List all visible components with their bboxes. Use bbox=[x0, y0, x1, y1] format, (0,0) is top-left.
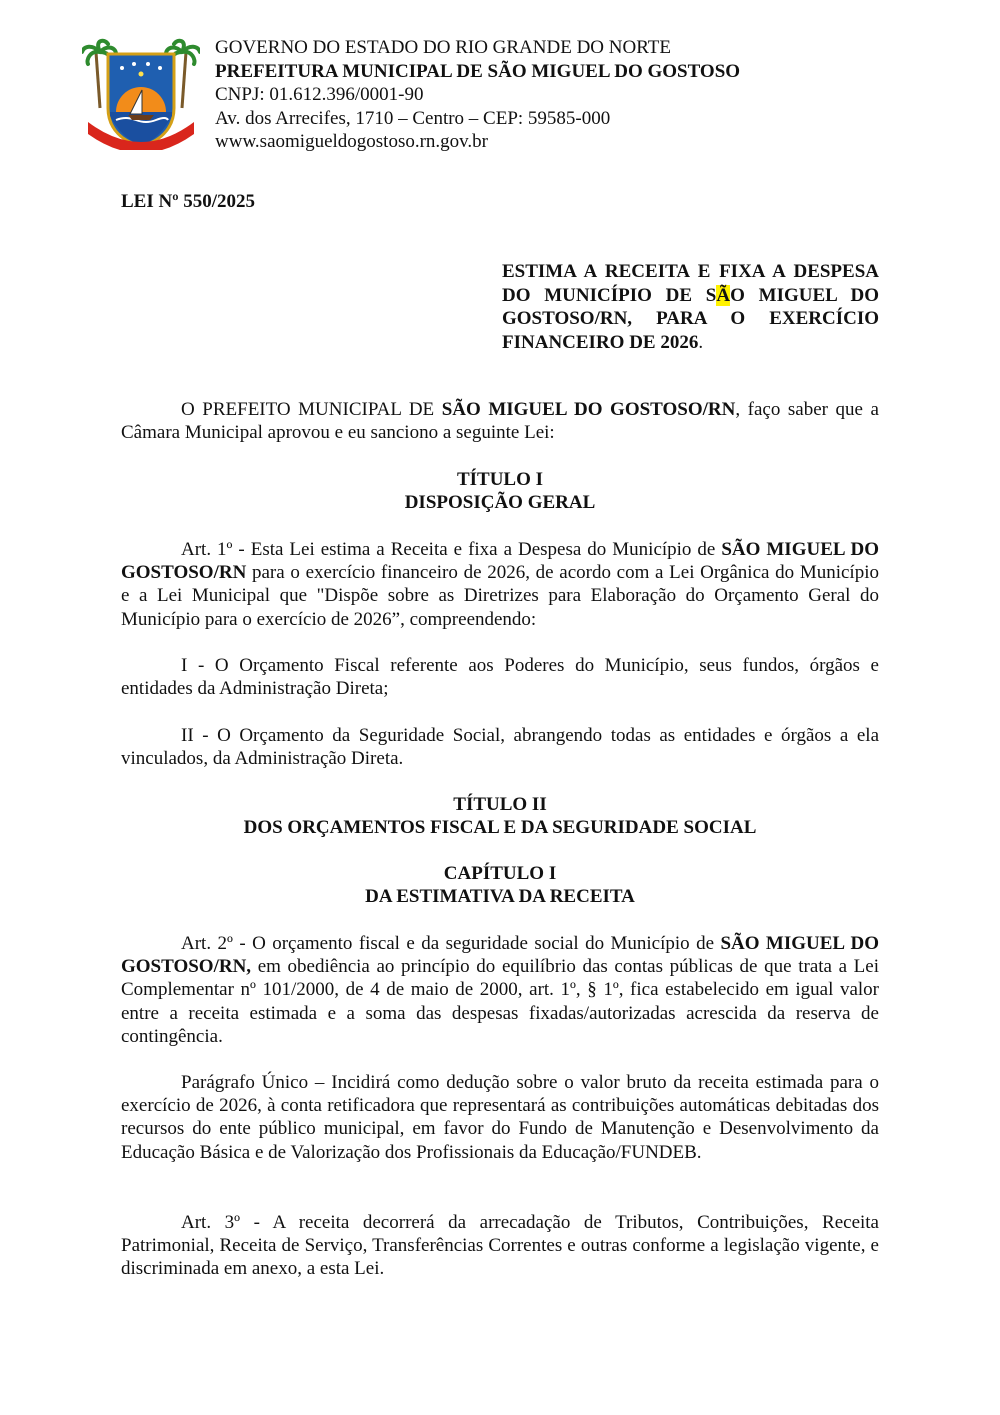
ementa-line-1: ESTIMA A RECEITA E FIXA A DESPESA bbox=[502, 261, 879, 282]
chapter-1-heading: CAPÍTULO I DA ESTIMATIVA DA RECEITA bbox=[365, 863, 635, 908]
article-2: Art. 2º - O orçamento fiscal e da seguridade social do Município de SÃO MIGUEL DO GOSTOSO/RN, em obediência ao princípio do equilíbrio das contas públicas de que trata a Lei Complementar nº 101/2000, de 4 de maio de 2000, art. 1º, § 1º, fica estabelecido em igual valor entre a receita estimada e a soma das despesas fixadas/autorizadas acrescida da reserva de contingência. bbox=[121, 933, 879, 1047]
municipal-crest-icon bbox=[82, 38, 200, 150]
ementa-line-3: GOSTOSO/RN, PARA O EXERCÍCIO bbox=[502, 308, 879, 329]
prefecture-name: PREFEITURA MUNICIPAL DE SÃO MIGUEL DO GOSTOSO bbox=[215, 60, 741, 82]
article-1: Art. 1º - Esta Lei estima a Receita e fixa a Despesa do Município de SÃO MIGUEL DO GOSTOSO/RN para o exercício financeiro de 2026, de acordo com a Lei Orgânica do Município e a Lei Municipal que "Dispõe sobre as Diretrizes para Elaboração do Orçamento Geral do Município para o exercício de 2026”, compreendendo: bbox=[121, 539, 879, 630]
cnpj-line: CNPJ: 01.612.396/0001-90 bbox=[215, 84, 424, 105]
title-2-heading: TÍTULO II DOS ORÇAMENTOS FISCAL E DA SEGURIDADE SOCIAL bbox=[243, 794, 757, 839]
ementa-line-4: FINANCEIRO DE 2026. bbox=[502, 331, 704, 353]
highlight-mark: Ã bbox=[716, 284, 731, 306]
letterhead bbox=[215, 36, 740, 154]
intro-paragraph: O PREFEITO MUNICIPAL DE SÃO MIGUEL DO GOSTOSO/RN, faço saber que a Câmara Municipal aprovou e eu sanciono a seguinte Lei: bbox=[121, 399, 879, 444]
ementa-line-2: DO MUNICÍPIO DE SÃO MIGUEL DO bbox=[502, 284, 880, 306]
website-line: www.saomigueldogostoso.rn.gov.br bbox=[215, 131, 489, 152]
state-government-line: GOVERNO DO ESTADO DO RIO GRANDE DO NORTE bbox=[215, 37, 671, 58]
article-3: Art. 3º - A receita decorrerá da arrecadação de Tributos, Contribuições, Receita Patrimonial, Receita de Serviço, Transferências Correntes e outras conforme a legislação vigente, e discriminada em anexo, a esta Lei. bbox=[121, 1212, 879, 1280]
inciso-2: II - O Orçamento da Seguridade Social, abrangendo todas as entidades e órgãos a ela vinculados, da Administração Direta. bbox=[121, 725, 879, 770]
inciso-1: I - O Orçamento Fiscal referente aos Poderes do Município, seus fundos, órgãos e entidades da Administração Direta; bbox=[121, 655, 879, 700]
paragrafo-unico: Parágrafo Único – Incidirá como dedução sobre o valor bruto da receita estimada para o exercício de 2026, à conta retificadora que representará as contribuições automáticas debitadas dos recursos do ente público municipal, em favor do Fundo de Manutenção e Desenvolvimento da Educação Básica e de Valorização dos Profissionais da Educação/FUNDEB. bbox=[121, 1072, 879, 1163]
ementa bbox=[502, 260, 879, 354]
title-1-heading: TÍTULO I DISPOSIÇÃO GERAL bbox=[404, 469, 596, 514]
law-number: LEI Nº 550/2025 bbox=[121, 191, 256, 212]
address-line: Av. dos Arrecifes, 1710 – Centro – CEP: 59585-000 bbox=[215, 107, 611, 129]
